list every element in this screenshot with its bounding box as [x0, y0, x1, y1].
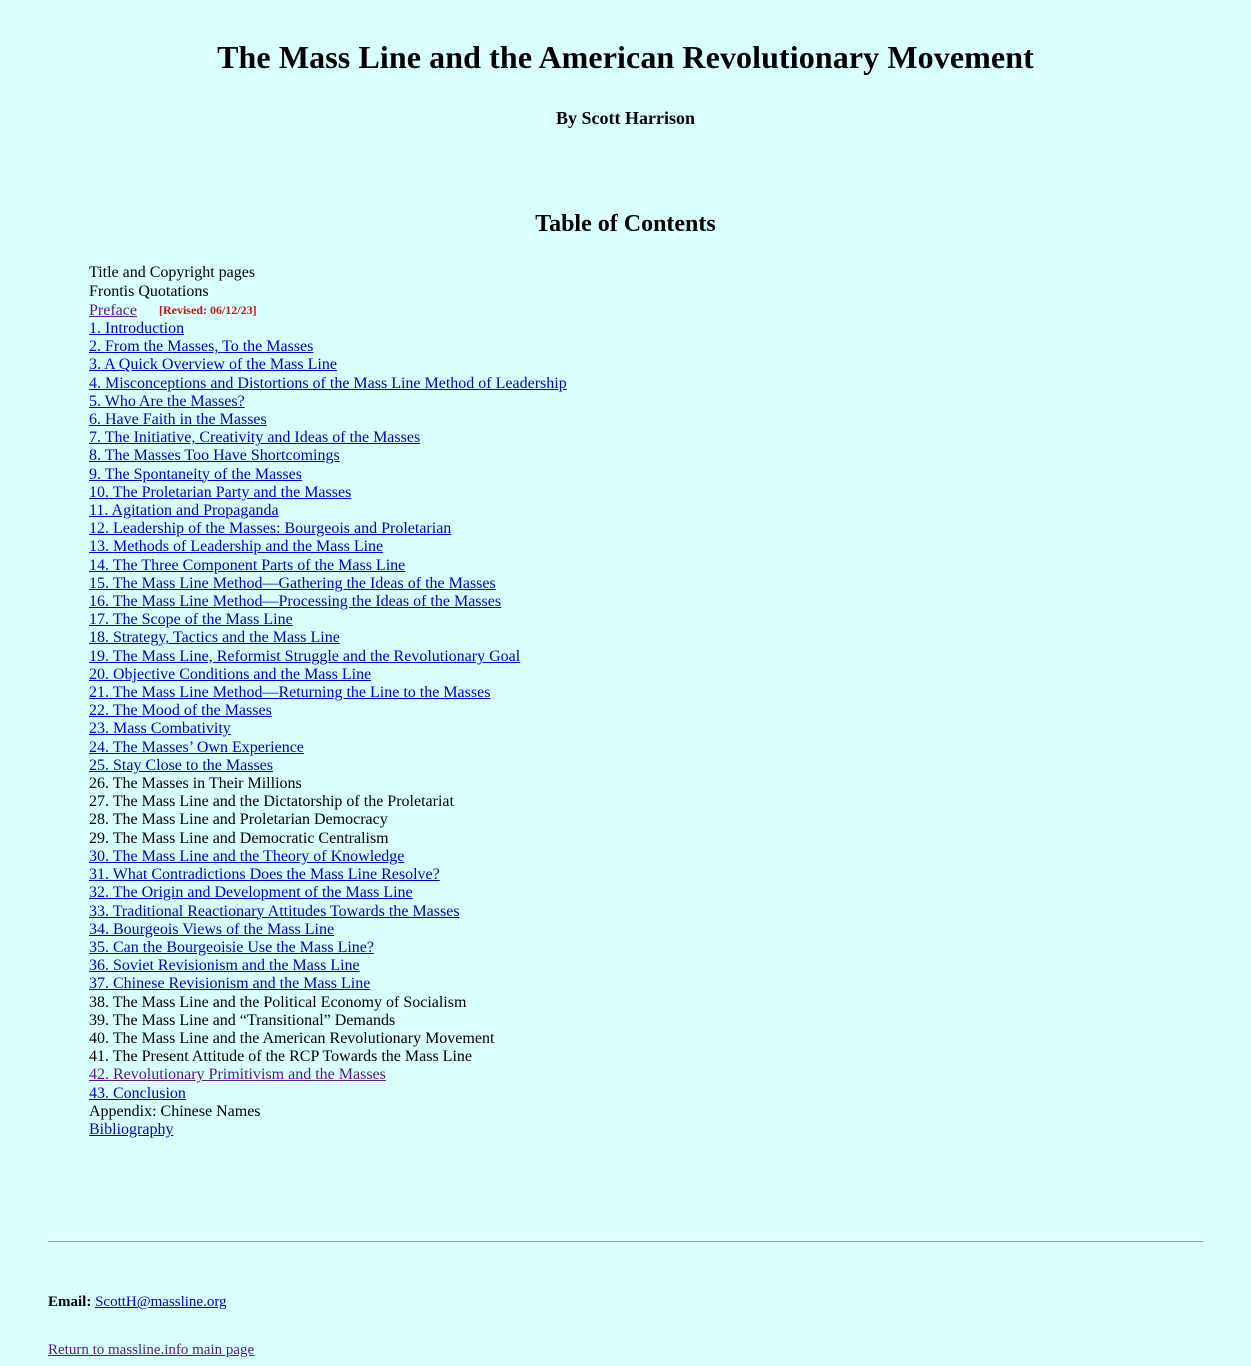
table-of-contents-list: [48, 264, 1203, 1139]
toc-entry-text: Title and Copyright pages: [89, 264, 256, 282]
toc-entry-text: Frontis Quotations: [89, 282, 209, 300]
toc-entry: [89, 1048, 1203, 1066]
toc-entry-link[interactable]: 19. The Mass Line, Reformist Struggle and the Revolutionary Goal: [89, 647, 521, 665]
toc-entry-link[interactable]: 6. Have Faith in the Masses: [89, 411, 267, 429]
toc-entry-link[interactable]: 36. Soviet Revisionism and the Mass Line: [89, 957, 360, 975]
toc-entry-link[interactable]: 2. From the Masses, To the Masses: [89, 338, 314, 356]
toc-entry-link[interactable]: 37. Chinese Revisionism and the Mass Line: [89, 975, 371, 993]
toc-entry: [89, 648, 1203, 666]
toc-entry: [89, 593, 1203, 611]
toc-entry: [89, 429, 1203, 447]
toc-entry: [89, 848, 1203, 866]
toc-entry: [89, 575, 1203, 593]
toc-entry-text: 29. The Mass Line and Democratic Centralism: [89, 829, 389, 847]
toc-entry-link[interactable]: 1. Introduction: [89, 320, 185, 337]
toc-entry: [89, 1085, 1203, 1103]
toc-entry-link[interactable]: 24. The Masses’ Own Experience: [89, 738, 304, 756]
toc-entry: [89, 264, 1203, 282]
toc-entry: [89, 939, 1203, 957]
toc-entry-link[interactable]: 23. Mass Combativity: [89, 720, 231, 738]
toc-entry: [89, 994, 1203, 1012]
footer-divider: [48, 1241, 1203, 1243]
toc-entry: [89, 1012, 1203, 1030]
toc-entry-link[interactable]: 4. Misconceptions and Distortions of the Mass Line Method of Leadership: [89, 374, 567, 392]
toc-entry: [89, 375, 1203, 393]
toc-entry-link[interactable]: 42. Revolutionary Primitivism and the Masses: [89, 1066, 386, 1084]
toc-entry-link[interactable]: 10. The Proletarian Party and the Masses: [89, 483, 352, 501]
toc-entry-link[interactable]: 31. What Contradictions Does the Mass Line Resolve?: [89, 866, 440, 884]
page-title: The Mass Line and the American Revolutionary Movement: [217, 39, 1034, 75]
toc-entry: [89, 320, 1203, 338]
toc-entry: [89, 484, 1203, 502]
toc-entry: [89, 1030, 1203, 1048]
toc-entry-link[interactable]: 22. The Mood of the Masses: [89, 702, 272, 720]
toc-entry: [89, 520, 1203, 538]
toc-entry-link[interactable]: 7. The Initiative, Creativity and Ideas of the Masses: [89, 429, 421, 447]
toc-entry-link[interactable]: 15. The Mass Line Method—Gathering the Ideas of the Masses: [89, 574, 496, 592]
toc-entry-link[interactable]: 25. Stay Close to the Masses: [89, 756, 273, 774]
toc-entry-text: 39. The Mass Line and “Transitional” Demands: [89, 1011, 396, 1029]
toc-entry: [89, 356, 1203, 374]
toc-entry-link[interactable]: 8. The Masses Too Have Shortcomings: [89, 447, 340, 465]
toc-entry: [89, 338, 1203, 356]
toc-entry-link[interactable]: 3. A Quick Overview of the Mass Line: [89, 356, 337, 374]
toc-entry: [89, 884, 1203, 902]
footer: [48, 1293, 1203, 1360]
toc-entry: [89, 957, 1203, 975]
toc-entry-text: 38. The Mass Line and the Political Economy of Socialism: [89, 993, 467, 1011]
toc-entry: [89, 866, 1203, 884]
toc-entry: [89, 1066, 1203, 1084]
toc-entry: [89, 903, 1203, 921]
toc-entry-link[interactable]: 33. Traditional Reactionary Attitudes Towards the Masses: [89, 902, 460, 920]
toc-entry-text: 40. The Mass Line and the American Revolutionary Movement: [89, 1029, 495, 1047]
toc-entry-text: 28. The Mass Line and Proletarian Democracy: [89, 811, 388, 829]
toc-entry-link[interactable]: 14. The Three Component Parts of the Mass Line: [89, 556, 406, 574]
toc-entry-link[interactable]: 16. The Mass Line Method—Processing the Ideas of the Masses: [89, 593, 502, 611]
return-to-main-page-link[interactable]: Return to massline.info main page: [48, 1341, 255, 1358]
toc-entry: [89, 557, 1203, 575]
email-line: [48, 1293, 1203, 1313]
toc-entry-link[interactable]: 32. The Origin and Development of the Mass Line: [89, 884, 413, 902]
toc-entry: [89, 283, 1203, 301]
toc-entry-link[interactable]: 43. Conclusion: [89, 1084, 186, 1102]
toc-entry: [89, 393, 1203, 411]
toc-entry-link[interactable]: 17. The Scope of the Mass Line: [89, 611, 293, 629]
toc-entry: [89, 611, 1203, 629]
toc-entry: [89, 629, 1203, 647]
email-label: Email:: [48, 1294, 92, 1311]
toc-entry: [89, 757, 1203, 775]
toc-entry-link[interactable]: 21. The Mass Line Method—Returning the Line to the Masses: [89, 684, 491, 702]
toc-entry: [89, 411, 1203, 429]
toc-entry-link[interactable]: 11. Agitation and Propaganda: [89, 502, 279, 520]
toc-entry: [89, 1103, 1203, 1121]
toc-entry-text: 26. The Masses in Their Millions: [89, 775, 302, 793]
toc-entry-revised-tag: [Revised: 06/12/23]: [158, 302, 257, 317]
toc-entry-link[interactable]: 20. Objective Conditions and the Mass Line: [89, 665, 372, 683]
toc-entry: [89, 793, 1203, 811]
toc-entry: [89, 502, 1203, 520]
toc-entry: [89, 975, 1203, 993]
toc-entry-link[interactable]: 30. The Mass Line and the Theory of Knowledge: [89, 847, 405, 865]
toc-entry: [89, 811, 1203, 829]
toc-entry-link[interactable]: 35. Can the Bourgeoisie Use the Mass Line?: [89, 938, 374, 956]
toc-entry: [89, 538, 1203, 556]
toc-entry: [89, 739, 1203, 757]
toc-entry-link[interactable]: 9. The Spontaneity of the Masses: [89, 465, 303, 483]
table-of-contents-heading: Table of Contents: [535, 211, 716, 238]
toc-entry: [89, 775, 1203, 793]
toc-entry-link[interactable]: 13. Methods of Leadership and the Mass Line: [89, 538, 384, 556]
author-byline: By Scott Harrison: [556, 108, 695, 129]
toc-entry-link[interactable]: 12. Leadership of the Masses: Bourgeois and Proletarian: [89, 520, 452, 538]
toc-entry: [89, 447, 1203, 465]
toc-entry-link[interactable]: 18. Strategy, Tactics and the Mass Line: [89, 629, 340, 647]
toc-entry: [89, 720, 1203, 738]
toc-entry: [89, 830, 1203, 848]
toc-entry: [89, 466, 1203, 484]
page-container: [0, 38, 1251, 1360]
toc-entry: [89, 702, 1203, 720]
toc-entry-link[interactable]: Preface: [89, 301, 137, 319]
toc-entry: [89, 684, 1203, 702]
return-line: [48, 1341, 1203, 1361]
toc-entry-text: 41. The Present Attitude of the RCP Towards the Mass Line: [89, 1048, 472, 1066]
toc-entry-link[interactable]: 5. Who Are the Masses?: [89, 392, 245, 410]
toc-entry-link[interactable]: Bibliography: [89, 1120, 174, 1138]
email-link[interactable]: ScottH@massline.org: [95, 1294, 227, 1311]
toc-entry: [89, 1121, 1203, 1139]
toc-entry: [89, 301, 1203, 320]
toc-entry-link[interactable]: 34. Bourgeois Views of the Mass Line: [89, 920, 335, 938]
toc-entry: [89, 666, 1203, 684]
toc-entry-text: 27. The Mass Line and the Dictatorship of the Proletariat: [89, 793, 454, 811]
toc-entry: [89, 921, 1203, 939]
toc-entry-text: Appendix: Chinese Names: [89, 1102, 261, 1120]
